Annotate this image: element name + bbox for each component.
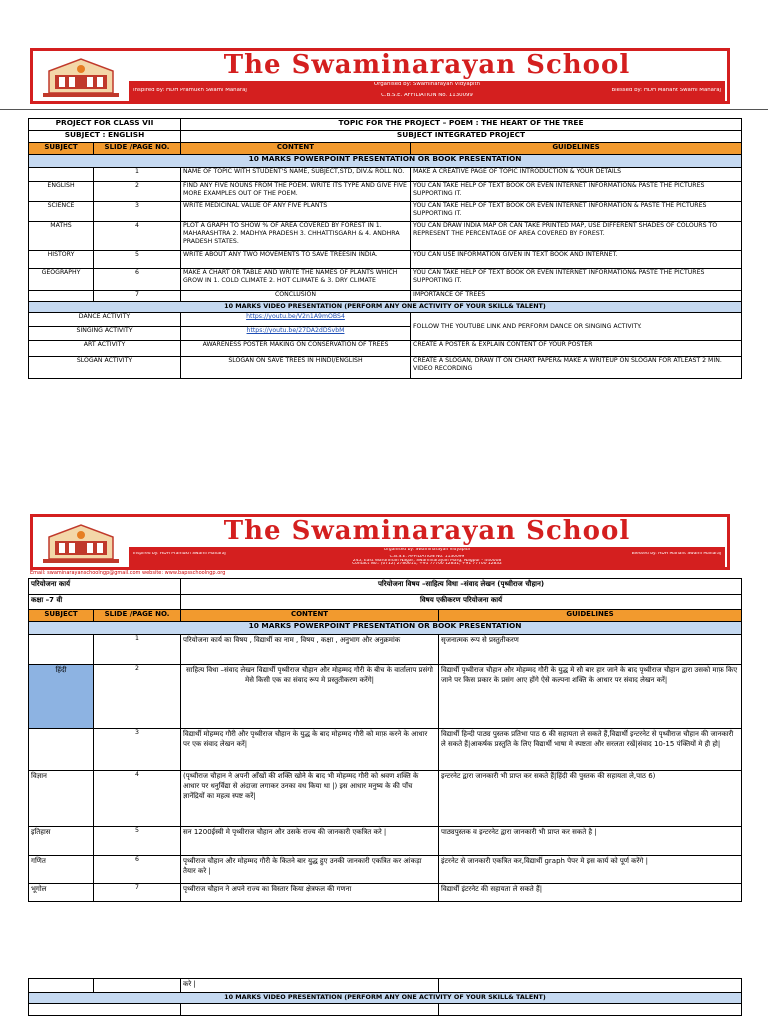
row-subject: ENGLISH bbox=[29, 182, 94, 202]
school-details bbox=[129, 547, 725, 569]
section-powerpoint: 10 MARKS POWERPOINT PRESENTATION OR BOOK PRESENTATION bbox=[29, 622, 742, 635]
row-subject: विज्ञान bbox=[29, 771, 94, 827]
row-guide: विद्यार्थी हिन्दी पाठ्य पुस्तक प्रतिभा पाठ 6 की सहायता ले सकते हैं,विद्यार्थी इन्टरनेट से पृथ्वीराज चौहान की जानकारी ले सकते हैं|आकर्षक प्रस्तुति के लिए विद्यार्थी भाषा मे स्पष्टता और सरलता रखें|संवाद 10-15 पंक्तियों मे ही हो| bbox=[439, 729, 742, 771]
continued-text: करे | bbox=[181, 979, 439, 993]
row-subject bbox=[29, 635, 94, 665]
row-content: FIND ANY FIVE NOUNS FROM THE POEM. WRITE ITS TYPE AND GIVE FIVE MORE EXAMPLES OUT OF THE POEM. bbox=[181, 182, 411, 202]
row-slide: 5 bbox=[94, 251, 181, 269]
table-row bbox=[29, 222, 742, 251]
row-content: CONCLUSION bbox=[181, 291, 411, 302]
section-video: 10 MARKS VIDEO PRESENTATION (PERFORM ANY ONE ACTIVITY OF YOUR SKILL& TALENT) bbox=[29, 993, 742, 1004]
row-guide: IMPORTANCE OF TREES bbox=[411, 291, 742, 302]
blessed-by: Blessed by: HDH Mahant Swami Maharaj bbox=[611, 87, 721, 93]
row-slide: 7 bbox=[94, 884, 181, 902]
row-subject: HISTORY bbox=[29, 251, 94, 269]
header-guidelines: GUIDELINES bbox=[411, 143, 742, 155]
affiliation: C.B.S.E. AFFILIATION No. 1130099 bbox=[389, 555, 465, 559]
row-guide: इन्टरनेट द्वारा जानकारी भी प्राप्त कर सकते हैं|हिंदी की पुस्तक की सहायता ले,पाठ 6) bbox=[439, 771, 742, 827]
activity-art-guide: CREATE A POSTER & EXPLAIN CONTENT OF YOUR POSTER bbox=[411, 341, 742, 357]
project-for-class: PROJECT FOR CLASS VII bbox=[29, 119, 181, 131]
table-row bbox=[29, 771, 742, 827]
school-banner bbox=[30, 514, 730, 570]
row-guide: MAKE A CREATIVE PAGE OF TOPIC INTRODUCTION & YOUR DETAILS bbox=[411, 168, 742, 182]
organised-by: Organised by: Swaminarayan Vidyapith bbox=[373, 82, 481, 87]
section-video: 10 MARKS VIDEO PRESENTATION (PERFORM ANY ONE ACTIVITY OF YOUR SKILL& TALENT) bbox=[29, 302, 742, 313]
school-banner bbox=[30, 48, 730, 104]
row-guide: YOU CAN TAKE HELP OF TEXT BOOK OR EVEN INTERNET INFORMATION & PASTE THE PICTURES SUPPORTING IT. bbox=[411, 202, 742, 222]
project-for-class: परियोजना कार्य bbox=[29, 579, 181, 595]
row-guide: YOU CAN USE INFORMATION GIVEN IN TEXT BOOK AND INTERNET. bbox=[411, 251, 742, 269]
header-content: CONTENT bbox=[181, 610, 439, 622]
column-headers bbox=[29, 610, 742, 622]
school-name: The Swaminarayan School bbox=[223, 516, 631, 546]
row-slide: 6 bbox=[94, 856, 181, 884]
row-guide: विद्यार्थी इंटरनेट की सहायता ले सकते हैं| bbox=[439, 884, 742, 902]
column-headers bbox=[29, 143, 742, 155]
row-content: (पृथ्वीराज चौहान ने अपनी आँखों की शक्ति खोने के बाद भी मोहम्मद गौरी को श्रवण शक्ति के आधार पर धनुर्विद्या से अंदाजा लगाकर उनका वध किया था |) इस आधार मनुष्य के की पाँच ज्ञानेंद्रियों का महत्व स्पष्ट करें| bbox=[181, 771, 439, 827]
row-content: परियोजना कार्य का विषय , विद्यार्थी का नाम , विषय , कक्षा , अनुभाग और अनुक्रमांक bbox=[181, 635, 439, 665]
table-row bbox=[29, 168, 742, 182]
row-slide: 6 bbox=[94, 269, 181, 291]
table-row bbox=[29, 635, 742, 665]
row-guide: इंटरनेट से जानकारी एकत्रित कर,विद्यार्थी graph पेपर मे इस कार्य को पूर्ण करेंगे | bbox=[439, 856, 742, 884]
row-guide: विद्यार्थी पृथ्वीराज चौहान और मोहम्मद गौरी के युद्ध मे सौ बार हार जाने के बाद पृथ्वीराज चौहान द्वारा उसको माफ़ किए जाने पर किस प्रकार के प्रसंग आए होंगे ऐसे कल्पना शक्ति के आधार पर संवाद लेखन करें| bbox=[439, 665, 742, 729]
row-guide: YOU CAN TAKE HELP OF TEXT BOOK OR EVEN INTERNET INFORMATION& PASTE THE PICTURES SUPPORTING IT. bbox=[411, 269, 742, 291]
blessed-by: Blessed by: HDH Mahant Swami Maharaj bbox=[631, 551, 721, 556]
activity-singing: SINGING ACTIVITY bbox=[29, 327, 181, 341]
header-content: CONTENT bbox=[181, 143, 411, 155]
row-content: पृथ्वीराज चौहान और मोहम्मद गौरी के कितने बार युद्ध हुए उनकी जानकारी एकत्रित कर आंकड़ा तैयार करे | bbox=[181, 856, 439, 884]
row-content: MAKE A CHART OR TABLE AND WRITE THE NAMES OF PLANTS WHICH GROW IN 1. COLD CLIMATE 2. HOT CLIMATE & 3. DRY CLIMATE bbox=[181, 269, 411, 291]
row-guide: सृजनात्मक रूप से प्रस्तुतीकरण bbox=[439, 635, 742, 665]
row-content: सन 1200ईस्वी मे पृथ्वीराज चौहान और उसके राज्य की जानकारी एकत्रित करे | bbox=[181, 827, 439, 856]
activity-row bbox=[29, 313, 742, 327]
header-slide: SLIDE /PAGE NO. bbox=[94, 143, 181, 155]
table-row bbox=[29, 884, 742, 902]
header-subject: SUBJECT bbox=[29, 143, 94, 155]
activity-art: ART ACTIVITY bbox=[29, 341, 181, 357]
table-row bbox=[29, 827, 742, 856]
row-slide: 1 bbox=[94, 168, 181, 182]
activity-dance: DANCE ACTIVITY bbox=[29, 313, 181, 327]
row-slide: 4 bbox=[94, 771, 181, 827]
inspired-by: Inspired by: HDH Pramukh Swami Maharaj bbox=[133, 87, 247, 93]
row-subject: गणित bbox=[29, 856, 94, 884]
row-subject bbox=[29, 168, 94, 182]
activity-row bbox=[29, 341, 742, 357]
row-guide: पाठ्यपुस्तक व इन्टरनेट द्वारा जानकारी भी प्राप्त कर सकते है | bbox=[439, 827, 742, 856]
section-powerpoint: 10 MARKS POWERPOINT PRESENTATION OR BOOK PRESENTATION bbox=[29, 155, 742, 168]
contact: Contact No.: (0712) 2780611, +91 77700 12831, +91 77700 12832 bbox=[352, 562, 502, 566]
table-row bbox=[29, 269, 742, 291]
school-logo-icon bbox=[39, 521, 123, 565]
table-row bbox=[29, 291, 742, 302]
address: 245, East Wardhman Nagar, Swaminarayan Marg, Nagpur - 440008 bbox=[352, 558, 502, 563]
organised-by: Organised by: Swaminarayan Vidyapith bbox=[383, 548, 471, 552]
activity-slogan-content: SLOGAN ON SAVE TREES IN HINDI/ENGLISH bbox=[181, 357, 411, 379]
row-guide: YOU CAN TAKE HELP OF TEXT BOOK OR EVEN INTERNET INFORMATION& PASTE THE PICTURES SUPPORTING IT. bbox=[411, 182, 742, 202]
row-content: PLOT A GRAPH TO SHOW % OF AREA COVERED BY FOREST IN 1. MAHARASHTRA 2. MADHYA PRADESH 3. CHHATTISGARH & 4. ANDHRA PRADESH STATES. bbox=[181, 222, 411, 251]
row-guide: YOU CAN DRAW INDIA MAP OR CAN TAKE PRINTED MAP, USE DIFFERENT SHADES OF COLOURS TO REPRESENT THE PERCENTAGE OF AREA COVERED BY FOREST. bbox=[411, 222, 742, 251]
row-content: साहित्य विधा –संवाद लेखन विद्यार्थी पृथ्वीराज चौहान और मोहम्मद गौरी के बीच के वार्तालाप प्रसंगो मेसे किसी एक का संवाद रूप मे प्रस्तुतीकरण करेंगे| bbox=[181, 665, 439, 729]
row-content: WRITE MEDICINAL VALUE OF ANY FIVE PLANTS bbox=[181, 202, 411, 222]
row-content: पृथ्वीराज चौहान ने अपने राज्य का विस्तार किया क्षेत्रफल की गणना bbox=[181, 884, 439, 902]
video-guide: FOLLOW THE YOUTUBE LINK AND PERFORM DANCE OR SINGING ACTIVITY. bbox=[411, 313, 742, 341]
row-slide: 4 bbox=[94, 222, 181, 251]
inspired-by: Inspired by: HDH Pramukh Swami Maharaj bbox=[133, 551, 226, 556]
row-slide: 2 bbox=[94, 665, 181, 729]
school-email: Email: swaminarayanschoolngp@gmail.com website: www.bapsschoolngp.org bbox=[30, 570, 226, 576]
row-subject: हिंदी bbox=[29, 665, 94, 729]
activity-slogan: SLOGAN ACTIVITY bbox=[29, 357, 181, 379]
row-content: NAME OF TOPIC WITH STUDENT'S NAME, SUBJECT,STD, DIV.& ROLL NO. bbox=[181, 168, 411, 182]
school-logo-icon bbox=[39, 55, 123, 99]
header-slide: SLIDE /PAGE NO. bbox=[94, 610, 181, 622]
row-subject bbox=[29, 291, 94, 302]
hindi-project-table bbox=[28, 578, 742, 902]
table-row bbox=[29, 856, 742, 884]
table-row bbox=[29, 251, 742, 269]
row-subject: GEOGRAPHY bbox=[29, 269, 94, 291]
row-subject: भूगोल bbox=[29, 884, 94, 902]
activity-slogan-guide: CREATE A SLOGAN, DRAW IT ON CHART PAPER& MAKE A WRITEUP ON SLOGAN FOR ATLEAST 2 MIN. VIDEO RECORDING bbox=[411, 357, 742, 379]
integrated-label: SUBJECT INTEGRATED PROJECT bbox=[181, 131, 742, 143]
row-slide: 5 bbox=[94, 827, 181, 856]
table-row bbox=[29, 729, 742, 771]
activity-row bbox=[29, 357, 742, 379]
continuation-table bbox=[28, 978, 742, 1016]
school-details bbox=[129, 81, 725, 103]
affiliation: C.B.S.E. AFFILIATION No. 1130099 bbox=[381, 93, 473, 99]
subject-label: SUBJECT : ENGLISH bbox=[29, 131, 181, 143]
activity-art-content: AWARENESS POSTER MAKING ON CONSERVATION OF TREES bbox=[181, 341, 411, 357]
header-subject: SUBJECT bbox=[29, 610, 94, 622]
row-slide: 3 bbox=[94, 729, 181, 771]
row-subject bbox=[29, 729, 94, 771]
row-slide: 2 bbox=[94, 182, 181, 202]
row-content: विद्यार्थी मोहम्मद गौरी और पृथ्वीराज चौहान के युद्ध के बाद मोहम्मद गौरी को माफ़ करने के आधार पर एक संवाद लेखन करें| bbox=[181, 729, 439, 771]
school-name: The Swaminarayan School bbox=[223, 50, 631, 80]
row-subject: SCIENCE bbox=[29, 202, 94, 222]
row-slide: 1 bbox=[94, 635, 181, 665]
project-topic: परियोजना विषय –साहित्य विधा –संवाद लेखन (पृथ्वीराज चौहान) bbox=[181, 579, 742, 595]
row-subject: MATHS bbox=[29, 222, 94, 251]
row-slide: 3 bbox=[94, 202, 181, 222]
page-divider bbox=[0, 109, 768, 110]
row-slide: 7 bbox=[94, 291, 181, 302]
table-row bbox=[29, 202, 742, 222]
integrated-label: विषय एकीकरण परियोजना कार्य bbox=[181, 595, 742, 610]
class-label: कक्षा –7 वी bbox=[29, 595, 181, 610]
row-content: WRITE ABOUT ANY TWO MOVEMENTS TO SAVE TREESIN INDIA. bbox=[181, 251, 411, 269]
header-guidelines: GUIDELINES bbox=[439, 610, 742, 622]
table-row bbox=[29, 182, 742, 202]
singing-youtube-link[interactable]: https://youtu.be/27DA2dDSvbM bbox=[246, 327, 345, 334]
english-project-table bbox=[28, 118, 742, 379]
project-topic: TOPIC FOR THE PROJECT – POEM : THE HEART OF THE TREE bbox=[181, 119, 742, 131]
dance-youtube-link[interactable]: https://youtu.be/V2n1A9mOBS4 bbox=[246, 313, 345, 320]
table-row bbox=[29, 665, 742, 729]
row-subject: इतिहास bbox=[29, 827, 94, 856]
